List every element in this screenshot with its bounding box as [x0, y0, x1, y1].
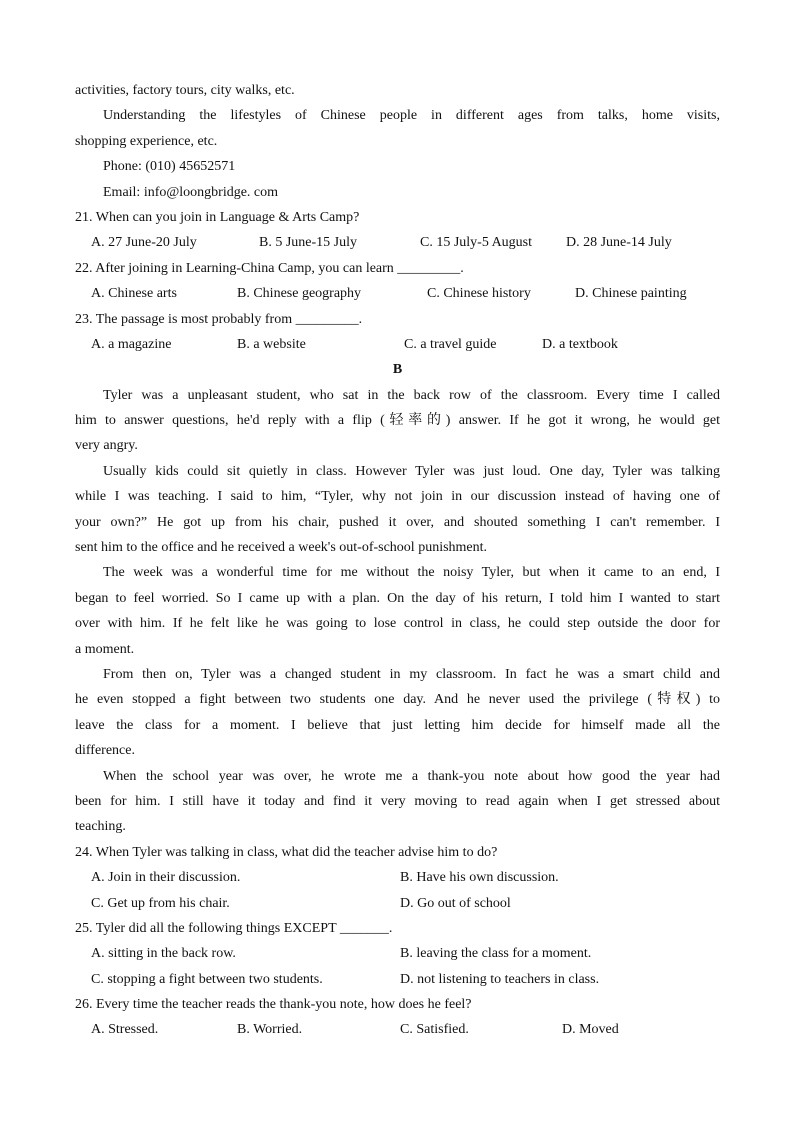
passage-b-line: difference. — [75, 743, 135, 759]
option-d: D. Go out of school — [400, 895, 511, 911]
option-d: D. not listening to teachers in class. — [400, 971, 600, 987]
question-21: 21. When can you join in Language & Arts Camp? — [75, 209, 360, 225]
question-25-options-row2 — [75, 967, 720, 992]
option-a: A. 27 June-20 July — [91, 235, 197, 251]
question-23-options — [75, 332, 720, 357]
passage-b-line: he even stopped a fight between two students one day. And he never used the privilege (特权) to — [75, 692, 720, 708]
passage-b-line: began to feel worried. So I came up with a plan. On the day of his return, I told him I wanted to start — [75, 590, 720, 606]
option-b: B. Chinese geography — [237, 286, 362, 302]
passage-b-line: over with him. If he felt like he was going to lose control in class, he could step outside the door for — [75, 616, 720, 632]
question-25: 25. Tyler did all the following things EXCEPT _______. — [75, 920, 393, 936]
question-24: 24. When Tyler was talking in class, what did the teacher advise him to do? — [75, 844, 498, 860]
option-d: D. Moved — [562, 1022, 619, 1038]
option-d: D. 28 June-14 July — [566, 235, 672, 251]
passage-b-line: When the school year was over, he wrote me a thank-you note about how good the year had — [103, 768, 720, 784]
option-c: C. Chinese history — [427, 286, 531, 302]
option-b: B. leaving the class for a moment. — [400, 946, 592, 962]
question-26-options — [75, 1017, 720, 1042]
option-d: D. Chinese painting — [575, 286, 687, 302]
option-c: C. 15 July-5 August — [420, 235, 533, 251]
passage-a-line: shopping experience, etc. — [75, 133, 218, 149]
section-b-heading: B — [392, 362, 403, 378]
passage-b-line: a moment. — [75, 641, 135, 657]
contact-phone: Phone: (010) 45652571 — [103, 159, 236, 175]
passage-b-line: your own?” He got up from his chair, pushed it over, and shouted something I can't remember. I — [75, 514, 720, 530]
passage-b-line: Tyler was a unpleasant student, who sat in the back row of the classroom. Every time I called — [103, 387, 720, 403]
question-24-options-row2 — [75, 891, 720, 916]
option-b: B. Worried. — [237, 1022, 303, 1038]
option-a: A. a magazine — [91, 336, 172, 352]
passage-b-line: sent him to the office and he received a week's out-of-school punishment. — [75, 540, 488, 556]
option-c: C. Get up from his chair. — [91, 895, 230, 911]
question-22: 22. After joining in Learning-China Camp, you can learn _________. — [75, 260, 464, 276]
passage-b-line: leave the class for a moment. I believe that just letting him decide for himself made all the — [75, 717, 720, 733]
passage-b-line: Usually kids could sit quietly in class. However Tyler was just loud. One day, Tyler was talking — [103, 463, 720, 479]
passage-b-line: From then on, Tyler was a changed student in my classroom. In fact he was a smart child and — [103, 666, 720, 682]
option-d: D. a textbook — [542, 336, 618, 352]
question-26: 26. Every time the teacher reads the thank-you note, how does he feel? — [75, 997, 472, 1013]
option-a: A. Stressed. — [91, 1022, 159, 1038]
exam-page — [75, 78, 720, 1043]
option-a: A. Chinese arts — [91, 286, 177, 302]
option-c: C. a travel guide — [404, 336, 497, 352]
option-b: B. a website — [237, 336, 306, 352]
passage-b-line: been for him. I still have it today and find it very moving to read again when I get stressed about — [75, 793, 720, 809]
contact-email: Email: info@loongbridge. com — [103, 184, 279, 200]
passage-b-line: him to answer questions, he'd reply with a flip (轻率的) answer. If he got it wrong, he would get — [75, 413, 720, 429]
question-24-options-row1 — [75, 865, 720, 890]
passage-b-line: while I was teaching. I said to him, “Tyler, why not join in our discussion instead of having one of — [75, 489, 720, 505]
passage-b-line: very angry. — [75, 438, 138, 454]
passage-b-line: The week was a wonderful time for me without the noisy Tyler, but when it came to an end, I — [103, 565, 720, 581]
question-23: 23. The passage is most probably from _________. — [75, 311, 363, 327]
option-c: C. Satisfied. — [400, 1022, 469, 1038]
option-b: B. Have his own discussion. — [400, 870, 559, 886]
question-25-options-row1 — [75, 941, 720, 966]
option-a: A. sitting in the back row. — [91, 946, 236, 962]
option-a: A. Join in their discussion. — [91, 870, 241, 886]
passage-a-line: Understanding the lifestyles of Chinese people in different ages from talks, home visits, — [103, 108, 720, 124]
question-21-options — [75, 230, 720, 255]
option-b: B. 5 June-15 July — [259, 235, 357, 251]
passage-a-line: activities, factory tours, city walks, etc. — [75, 83, 295, 98]
option-c: C. stopping a fight between two students. — [91, 971, 323, 987]
passage-b-line: teaching. — [75, 819, 126, 835]
question-22-options — [75, 281, 720, 306]
